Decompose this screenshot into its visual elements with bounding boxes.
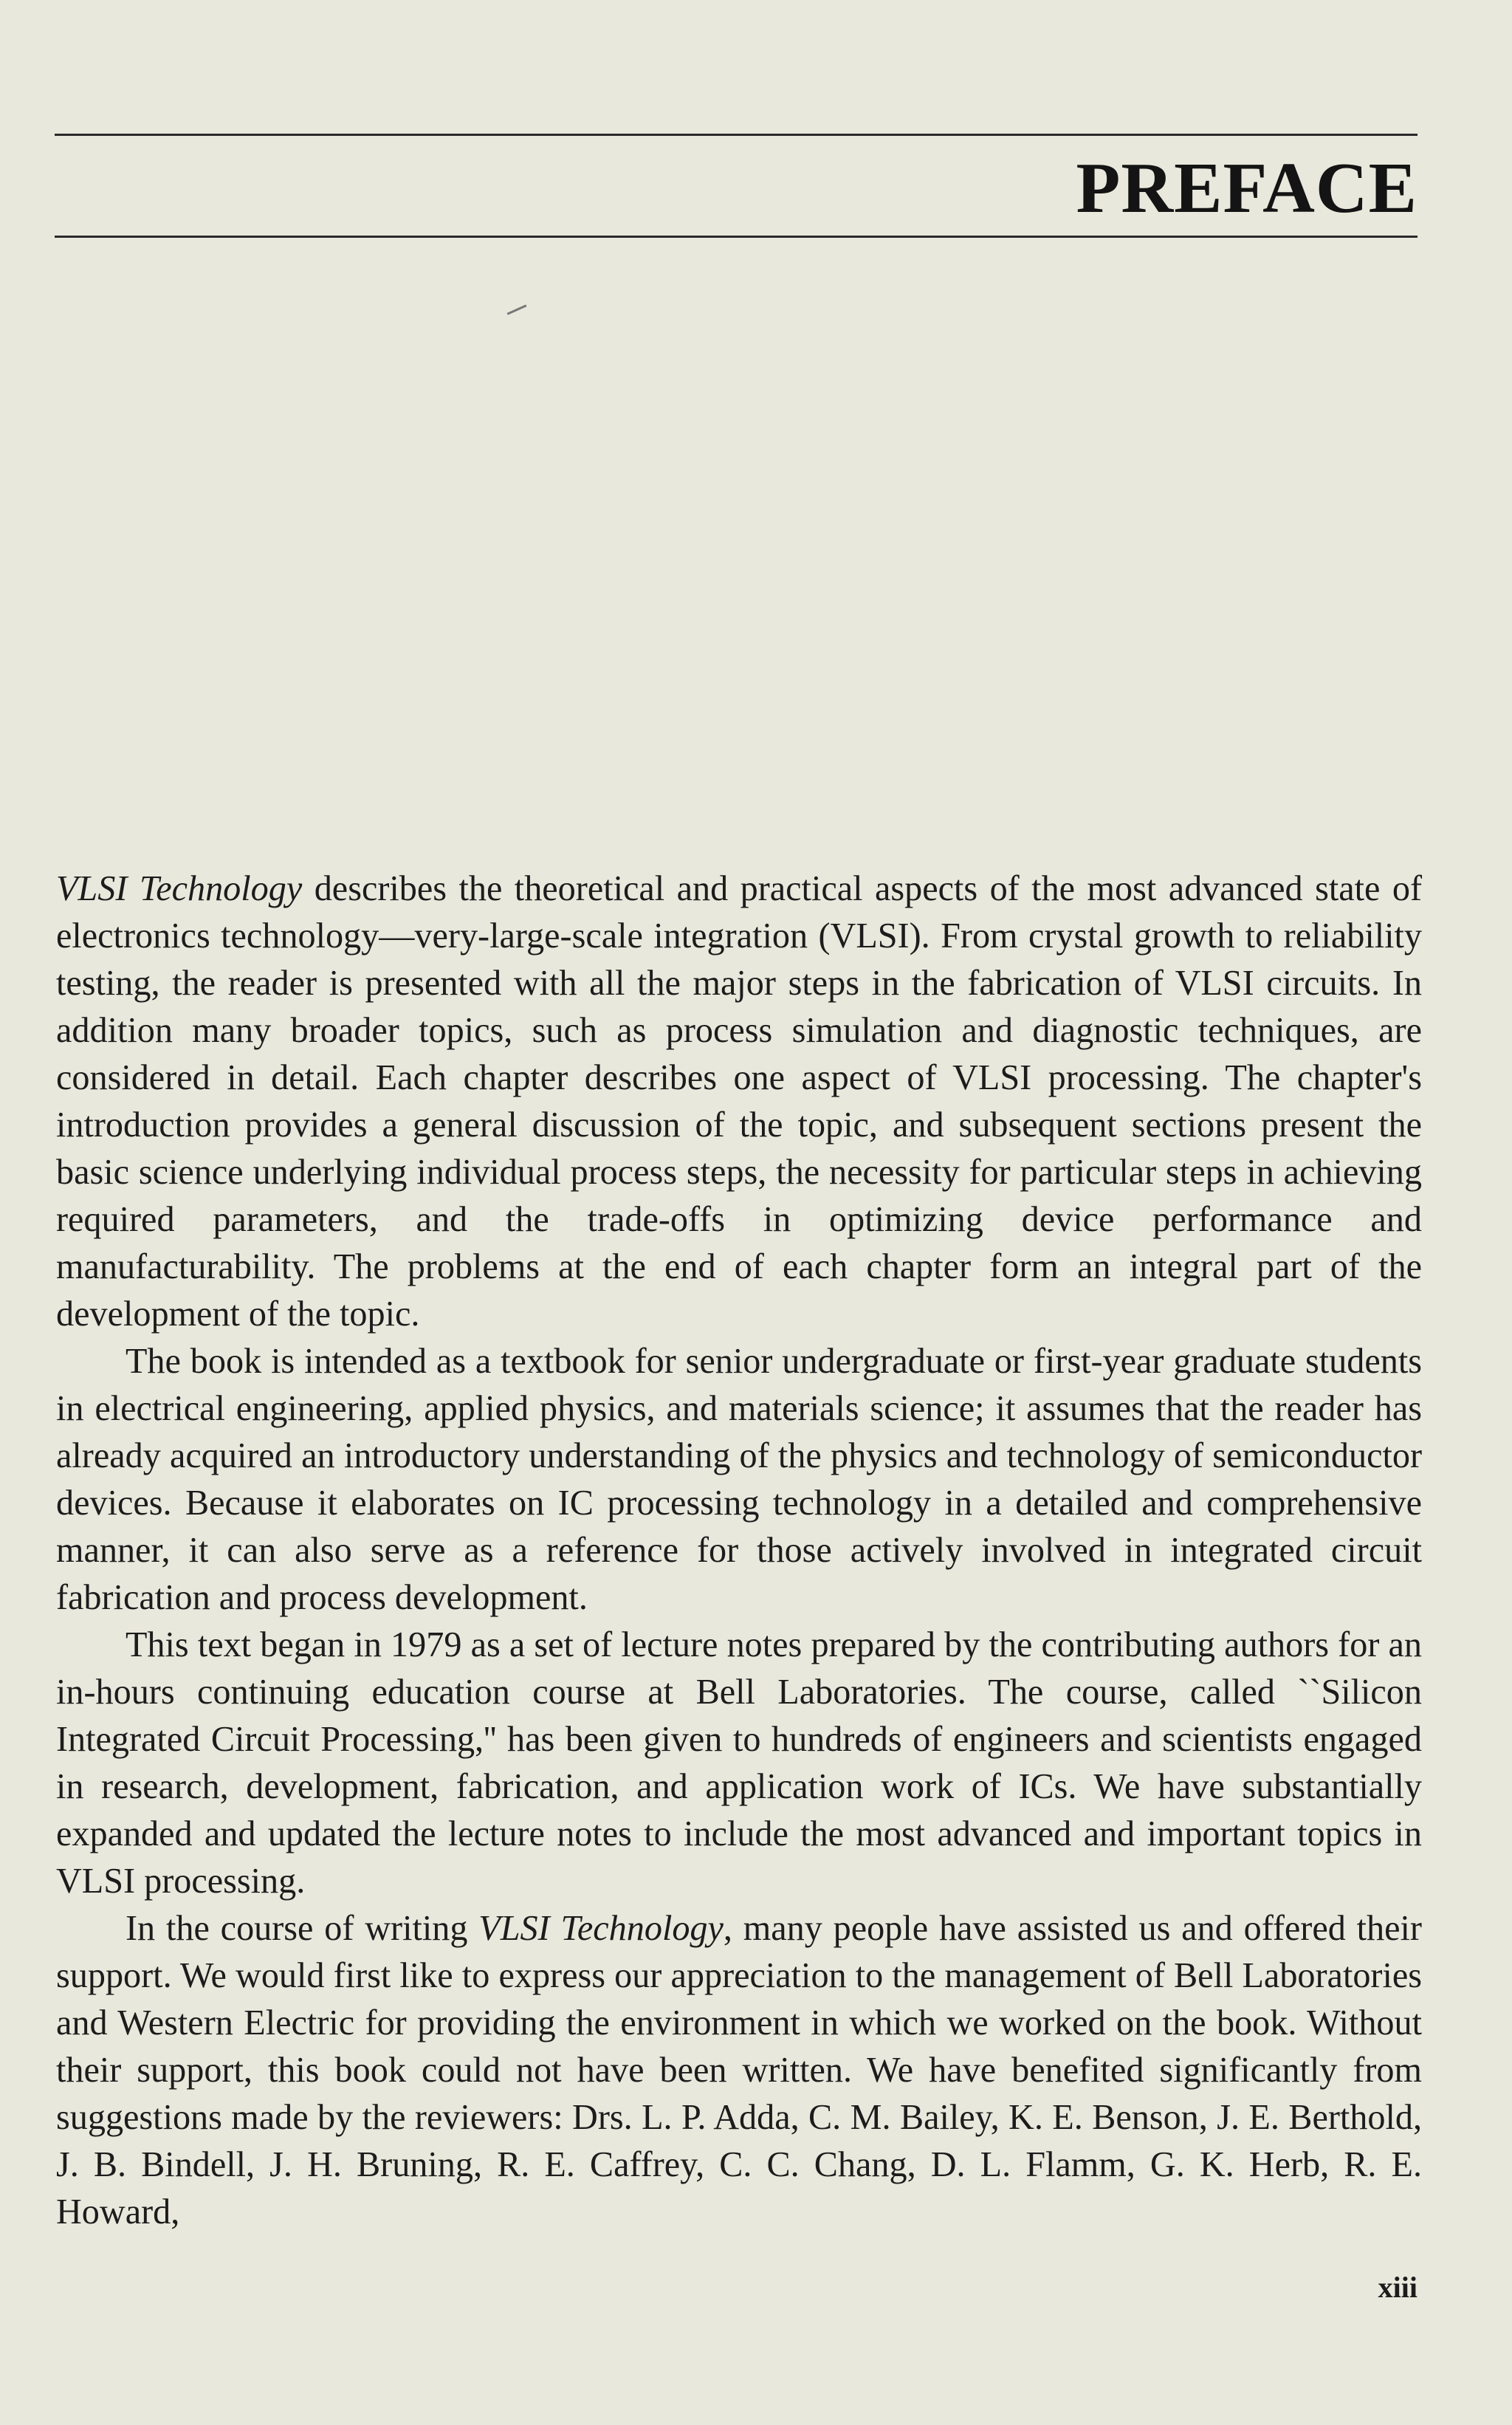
paragraph-1-text: describes the theoretical and practical aspects of the most advanced state of electronics technology—very-large-scale integration (VLSI). From crystal growth to reliability testing, the reader is presented with all the major steps in the fabrication of VLSI circuits. In addition many broader topics, such as process simulation and diagnostic techniques, are considered in detail. Each chapter describes one aspect of VLSI processing. The chapter's introduction provides a general discussion of the topic, and subsequent sections present the basic science underlying individual process steps, the necessity for particular steps in achieving required parameters, and the trade-offs in optimizing device performance and manufacturability. The problems at the end of each chapter form an integral part of the development of the topic.	[56, 869, 1422, 1334]
paragraph-4-text-after: , many people have assisted us and offered their support. We would first like to express our appreciation to the management of Bell Laboratories and Western Electric for providing the environment in which we worked on the book. Without their support, this book could not have been written. We have benefited significantly from suggestions made by the reviewers: Drs. L. P. Adda, C. M. Bailey, K. E. Benson, J. E. Berthold, J. B. Bindell, J. H. Bruning, R. E. Caffrey, C. C. Chang, D. L. Flamm, G. K. Herb, R. E. Howard,	[56, 1909, 1422, 2232]
paragraph-3: This text began in 1979 as a set of lecture notes prepared by the contributing authors for an in-hours continuing education course at Bell Laboratories. The course, called ``Silicon Integrated Circuit Processing,'' has been given to hundreds of engineers and scientists engaged in research, development, fabrication, and application work of ICs. We have substantially expanded and updated the lecture notes to include the most advanced and important topics in VLSI processing.	[56, 1625, 1422, 1901]
scan-speck	[507, 304, 527, 315]
paragraph-2: The book is intended as a textbook for senior undergraduate or first-year graduate students in electrical engineering, applied physics, and materials science; it assumes that the reader has already acquired an introductory understanding of the physics and technology of semiconductor devices. Because it elaborates on IC processing technology in a detailed and comprehensive manner, it can also serve as a reference for those actively involved in integrated circuit fabrication and process development.	[56, 1342, 1422, 1617]
paragraph-1	[56, 865, 1422, 1338]
chapter-title: PREFACE	[1076, 148, 1418, 228]
book-title-italic: VLSI Technology	[56, 869, 303, 908]
paragraph-4	[56, 1905, 1422, 2236]
preface-body	[56, 865, 1422, 2236]
header-rule-bottom	[55, 236, 1418, 238]
paragraph-4-text-before: In the course of writing	[126, 1909, 479, 1948]
book-title-italic: VLSI Technology	[478, 1909, 724, 1948]
header-rule-top	[55, 134, 1418, 136]
page-number: xiii	[1378, 2271, 1418, 2304]
